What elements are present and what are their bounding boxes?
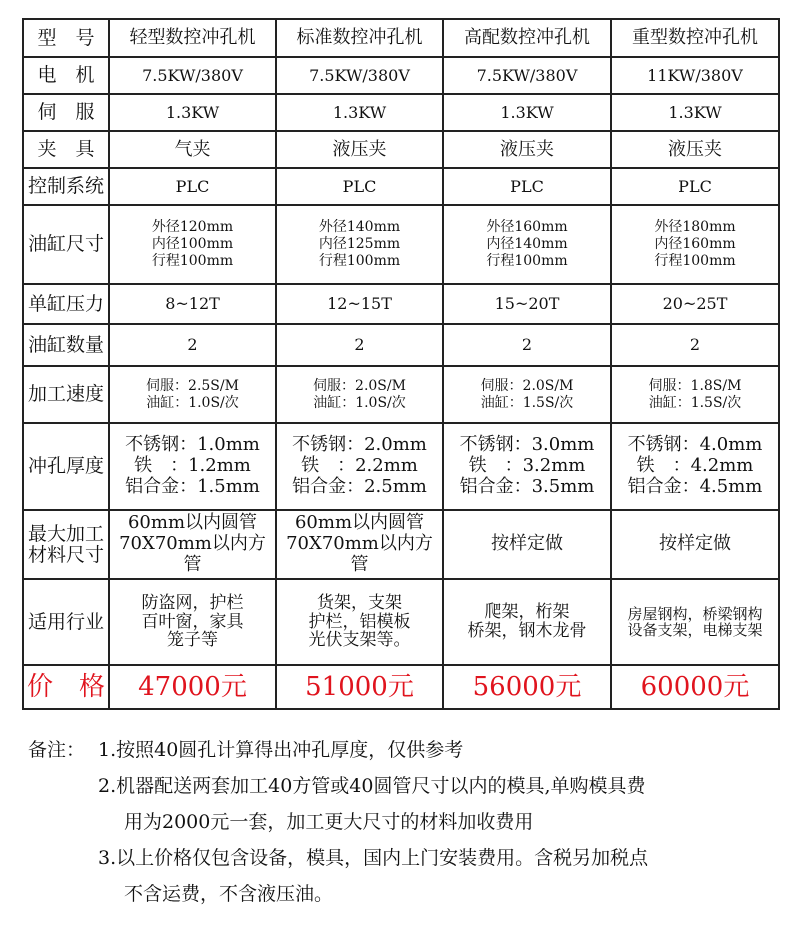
model-name: 轻型数控冲孔机 [109,19,276,57]
control-value: PLC [109,168,276,205]
servo-value: 1.3KW [443,94,611,131]
cylinder-count-value: 2 [276,324,443,366]
control-value: PLC [611,168,779,205]
label-speed: 加工速度 [23,366,109,423]
model-name: 标准数控冲孔机 [276,19,443,57]
label-price: 价 格 [23,665,109,709]
thickness-value: 不锈钢：3.0mm 铁 ：3.2mm 铝合金：3.5mm [443,423,611,510]
label-thickness: 冲孔厚度 [23,423,109,510]
label-cylinder-count: 油缸数量 [23,324,109,366]
max-size-value: 按样定做 [443,510,611,579]
cylinder-count-value: 2 [611,324,779,366]
servo-value: 1.3KW [611,94,779,131]
max-size-value: 按样定做 [611,510,779,579]
servo-value: 1.3KW [109,94,276,131]
industry-value: 货架，支架 护栏，铝模板 光伏支架等。 [276,579,443,665]
cylinder-size-value: 外径180mm 内径160mm 行程100mm [611,205,779,284]
pressure-value: 15~20T [443,284,611,324]
note-2 [28,768,788,840]
cylinder-size-value: 外径120mm 内径100mm 行程100mm [109,205,276,284]
note-1 [28,732,788,768]
note-text: 用为2000元一套，加工更大尺寸的材料加收费用 [124,811,534,833]
label-model: 型 号 [23,19,109,57]
label-clamp: 夹 具 [23,131,109,168]
label-max-size: 最大加工 材料尺寸 [23,510,109,579]
spec-table [22,18,780,710]
thickness-value: 不锈钢：2.0mm 铁 ：2.2mm 铝合金：2.5mm [276,423,443,510]
motor-value: 11KW/380V [611,57,779,94]
speed-value: 伺服：2.0S/M 油缸：1.5S/次 [443,366,611,423]
price-value: 60000元 [611,665,779,709]
row-model [23,19,779,57]
motor-value: 7.5KW/380V [109,57,276,94]
servo-value: 1.3KW [276,94,443,131]
model-name: 重型数控冲孔机 [611,19,779,57]
motor-value: 7.5KW/380V [276,57,443,94]
price-value: 47000元 [109,665,276,709]
label-servo: 伺 服 [23,94,109,131]
speed-value: 伺服：2.5S/M 油缸：1.0S/次 [109,366,276,423]
label-industry: 适用行业 [23,579,109,665]
cylinder-size-value: 外径160mm 内径140mm 行程100mm [443,205,611,284]
clamp-value: 液压夹 [276,131,443,168]
row-speed [23,366,779,423]
price-value: 51000元 [276,665,443,709]
row-price [23,665,779,709]
max-size-value: 60mm以内圆管 70X70mm以内方管 [276,510,443,579]
note-3 [28,840,788,912]
industry-value: 房屋钢构，桥梁钢构 设备支架，电梯支架 [611,579,779,665]
row-servo [23,94,779,131]
label-pressure: 单缸压力 [23,284,109,324]
label-cylinder-size: 油缸尺寸 [23,205,109,284]
thickness-value: 不锈钢：4.0mm 铁 ：4.2mm 铝合金：4.5mm [611,423,779,510]
industry-value: 防盗网，护栏 百叶窗，家具 笼子等 [109,579,276,665]
clamp-value: 气夹 [109,131,276,168]
row-pressure [23,284,779,324]
control-value: PLC [276,168,443,205]
pressure-value: 12~15T [276,284,443,324]
cylinder-count-value: 2 [109,324,276,366]
notes-section [28,732,788,912]
label-control: 控制系统 [23,168,109,205]
note-text: 2.机器配送两套加工40方管或40圆管尺寸以内的模具,单购模具费 [98,775,646,797]
price-value: 56000元 [443,665,611,709]
note-text: 3.以上价格仅包含设备，模具，国内上门安装费用。含税另加税点 [98,847,649,869]
row-cylinder-size [23,205,779,284]
row-clamp [23,131,779,168]
note-text: 1.按照40圆孔计算得出冲孔厚度，仅供参考 [98,739,464,761]
row-industry [23,579,779,665]
model-name: 高配数控冲孔机 [443,19,611,57]
pressure-value: 20~25T [611,284,779,324]
speed-value: 伺服：2.0S/M 油缸：1.0S/次 [276,366,443,423]
industry-value: 爬架，桁架 桥架，钢木龙骨 [443,579,611,665]
motor-value: 7.5KW/380V [443,57,611,94]
cylinder-count-value: 2 [443,324,611,366]
row-thickness [23,423,779,510]
cylinder-size-value: 外径140mm 内径125mm 行程100mm [276,205,443,284]
pressure-value: 8~12T [109,284,276,324]
row-control [23,168,779,205]
clamp-value: 液压夹 [443,131,611,168]
max-size-value: 60mm以内圆管 70X70mm以内方管 [109,510,276,579]
label-motor: 电 机 [23,57,109,94]
speed-value: 伺服：1.8S/M 油缸：1.5S/次 [611,366,779,423]
clamp-value: 液压夹 [611,131,779,168]
notes-lead: 备注： [28,739,86,761]
row-max-size [23,510,779,579]
row-cylinder-count [23,324,779,366]
note-text: 不含运费，不含液压油。 [124,883,334,905]
thickness-value: 不锈钢：1.0mm 铁 ：1.2mm 铝合金：1.5mm [109,423,276,510]
control-value: PLC [443,168,611,205]
row-motor [23,57,779,94]
